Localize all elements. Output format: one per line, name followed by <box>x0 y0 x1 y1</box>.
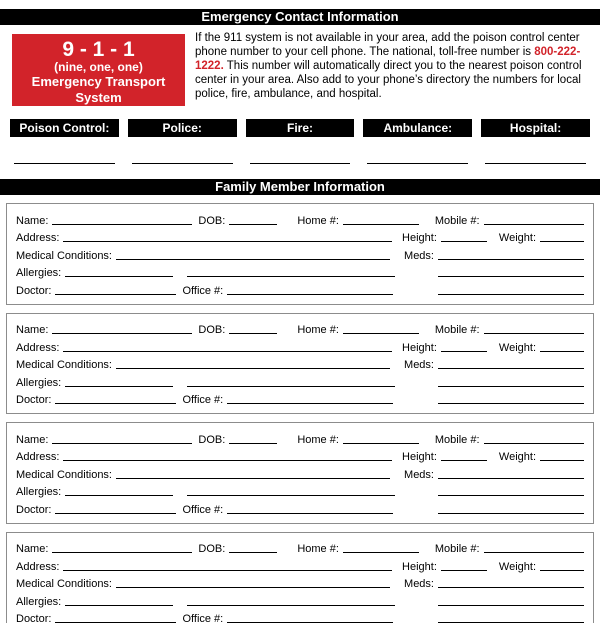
address-blank-line <box>63 570 392 571</box>
contact-column-fire <box>246 119 355 164</box>
name-label: Name: <box>16 324 49 336</box>
medical-conditions-label: Medical Conditions: <box>16 578 112 590</box>
dob-blank-line <box>229 224 277 225</box>
allergies-continuation-line <box>187 276 395 277</box>
mobile-phone-blank-line <box>484 224 584 225</box>
address-blank-line <box>63 351 392 352</box>
member-row-allergies <box>16 591 584 609</box>
dob-label: DOB: <box>198 214 226 227</box>
doctor-label: Doctor: <box>16 613 52 623</box>
contact-column-police <box>128 119 237 164</box>
height-blank-line <box>441 351 487 352</box>
meds-continuation-line-2 <box>438 513 584 514</box>
weight-label: Weight: <box>498 451 536 463</box>
doctor-blank-line <box>55 403 176 404</box>
mobile-phone-label: Mobile #: <box>434 433 480 446</box>
doctor-label: Doctor: <box>16 394 52 406</box>
intro-text-after: This number will automatically direct you to the nearest poison control center in your area. Also add to your phone’s directory the numbers for local police, fire, ambulance, and hospital. <box>195 60 582 100</box>
meds-continuation-line <box>438 386 584 387</box>
medical-conditions-blank-line <box>116 478 390 479</box>
medical-conditions-blank-line <box>116 368 390 369</box>
ambulance-blank-line <box>367 163 468 164</box>
mobile-phone-blank-line <box>484 552 584 553</box>
hospital-blank-line <box>485 163 586 164</box>
meds-continuation-line <box>438 276 584 277</box>
meds-continuation-line <box>438 495 584 496</box>
weight-blank-line <box>540 570 584 571</box>
contact-column-poison-control <box>10 119 119 164</box>
weight-blank-line <box>540 241 584 242</box>
emergency-section-header <box>0 9 600 25</box>
meds-continuation-line-2 <box>438 403 584 404</box>
fire-label: Fire: <box>246 119 355 137</box>
meds-blank-line <box>438 587 584 588</box>
doctor-label: Doctor: <box>16 503 52 516</box>
name-blank-line <box>52 443 192 444</box>
poison-control-label: Poison Control: <box>10 119 119 137</box>
allergies-continuation-line <box>187 605 395 606</box>
height-label: Height: <box>402 341 437 354</box>
member-row-address <box>16 447 584 465</box>
name-blank-line <box>52 333 192 334</box>
address-label: Address: <box>16 560 60 573</box>
member-row-name <box>16 539 584 557</box>
meds-label: Meds: <box>404 249 434 262</box>
member-row-medical <box>16 245 584 263</box>
medical-conditions-label: Medical Conditions: <box>16 468 112 481</box>
meds-blank-line <box>438 478 584 479</box>
office-phone-label: Office #: <box>182 503 224 516</box>
meds-blank-line <box>438 368 584 369</box>
height-blank-line <box>441 570 487 571</box>
weight-blank-line <box>540 460 584 461</box>
emergency-contacts-row <box>10 119 590 164</box>
allergies-label: Allergies: <box>16 376 62 389</box>
allergies-continuation-line <box>187 386 395 387</box>
family-member-block <box>6 532 594 623</box>
office-phone-label: Office #: <box>182 284 224 297</box>
home-phone-label: Home #: <box>297 324 339 336</box>
hospital-label: Hospital: <box>481 119 590 137</box>
medical-conditions-blank-line <box>116 259 390 260</box>
allergies-blank-line <box>65 605 173 606</box>
medical-conditions-label: Medical Conditions: <box>16 359 112 371</box>
member-row-doctor <box>16 609 584 623</box>
height-blank-line <box>441 460 487 461</box>
allergies-label: Allergies: <box>16 486 62 498</box>
address-label: Address: <box>16 341 60 354</box>
member-row-address <box>16 228 584 246</box>
member-row-allergies <box>16 482 584 500</box>
nine-one-one-caption: Emergency Transport System <box>31 74 166 105</box>
allergies-blank-line <box>65 495 173 496</box>
height-blank-line <box>441 241 487 242</box>
member-row-name <box>16 210 584 228</box>
name-label: Name: <box>16 543 49 555</box>
dob-label: DOB: <box>198 543 226 555</box>
mobile-phone-blank-line <box>484 333 584 334</box>
poison-control-phone-number: 800-222-1222. <box>195 46 581 72</box>
meds-label: Meds: <box>404 578 434 590</box>
home-phone-label: Home #: <box>297 214 339 227</box>
doctor-blank-line <box>55 294 176 295</box>
member-row-doctor <box>16 390 584 408</box>
member-row-allergies <box>16 263 584 281</box>
family-member-block <box>6 422 594 524</box>
member-row-allergies <box>16 372 584 390</box>
address-label: Address: <box>16 232 60 244</box>
intro-section <box>12 34 594 106</box>
dob-label: DOB: <box>198 324 226 336</box>
police-label: Police: <box>128 119 237 137</box>
weight-blank-line <box>540 351 584 352</box>
name-label: Name: <box>16 433 49 446</box>
home-phone-label: Home #: <box>297 543 339 555</box>
allergies-blank-line <box>65 386 173 387</box>
allergies-label: Allergies: <box>16 595 62 608</box>
member-row-medical <box>16 464 584 482</box>
nine-one-one-number: 9 - 1 - 1 <box>62 38 135 61</box>
meds-label: Meds: <box>404 468 434 481</box>
height-label: Height: <box>402 232 437 244</box>
family-members-list <box>0 203 600 623</box>
weight-label: Weight: <box>498 560 536 573</box>
member-row-address <box>16 556 584 574</box>
office-phone-blank-line <box>227 403 393 404</box>
mobile-phone-label: Mobile #: <box>434 543 480 555</box>
dob-blank-line <box>229 333 277 334</box>
name-blank-line <box>52 224 192 225</box>
address-label: Address: <box>16 451 60 463</box>
home-phone-blank-line <box>343 333 419 334</box>
weight-label: Weight: <box>498 232 536 244</box>
fire-blank-line <box>250 163 351 164</box>
allergies-blank-line <box>65 276 173 277</box>
contact-column-ambulance <box>363 119 472 164</box>
nine-one-one-box <box>12 34 185 106</box>
nine-one-one-pronunciation: (nine, one, one) <box>54 60 143 74</box>
dob-blank-line <box>229 443 277 444</box>
height-label: Height: <box>402 560 437 573</box>
ambulance-label: Ambulance: <box>363 119 472 137</box>
family-section-header <box>0 179 600 195</box>
mobile-phone-label: Mobile #: <box>434 214 480 227</box>
address-blank-line <box>63 460 392 461</box>
height-label: Height: <box>402 451 437 463</box>
home-phone-blank-line <box>343 224 419 225</box>
doctor-blank-line <box>55 513 176 514</box>
medical-conditions-blank-line <box>116 587 390 588</box>
allergies-label: Allergies: <box>16 267 62 279</box>
mobile-phone-label: Mobile #: <box>434 324 480 336</box>
meds-blank-line <box>438 259 584 260</box>
member-row-doctor <box>16 499 584 517</box>
allergies-continuation-line <box>187 495 395 496</box>
name-label: Name: <box>16 214 49 227</box>
family-member-block <box>6 203 594 305</box>
member-row-address <box>16 337 584 355</box>
office-phone-blank-line <box>227 294 393 295</box>
intro-paragraph <box>195 31 594 106</box>
emergency-section-title: Emergency Contact Information <box>201 9 399 24</box>
member-row-doctor <box>16 280 584 298</box>
poison-control-blank-line <box>14 163 115 164</box>
medical-conditions-label: Medical Conditions: <box>16 249 112 262</box>
dob-label: DOB: <box>198 433 226 446</box>
member-row-name <box>16 320 584 338</box>
office-phone-label: Office #: <box>182 613 224 623</box>
member-row-medical <box>16 574 584 592</box>
member-row-name <box>16 429 584 447</box>
mobile-phone-blank-line <box>484 443 584 444</box>
meds-continuation-line-2 <box>438 294 584 295</box>
contact-column-hospital <box>481 119 590 164</box>
home-phone-label: Home #: <box>297 433 339 446</box>
doctor-label: Doctor: <box>16 284 52 297</box>
office-phone-blank-line <box>227 513 393 514</box>
member-row-medical <box>16 355 584 373</box>
home-phone-blank-line <box>343 552 419 553</box>
dob-blank-line <box>229 552 277 553</box>
meds-continuation-line <box>438 605 584 606</box>
family-section-title: Family Member Information <box>215 179 385 194</box>
office-phone-label: Office #: <box>182 394 224 406</box>
home-phone-blank-line <box>343 443 419 444</box>
intro-text-before: If the 911 system is not available in your area, add the poison control center phone number to your cell phone. The national, toll-free number is <box>195 32 580 58</box>
weight-label: Weight: <box>498 341 536 354</box>
name-blank-line <box>52 552 192 553</box>
address-blank-line <box>63 241 392 242</box>
meds-label: Meds: <box>404 359 434 371</box>
family-member-block <box>6 313 594 415</box>
police-blank-line <box>132 163 233 164</box>
